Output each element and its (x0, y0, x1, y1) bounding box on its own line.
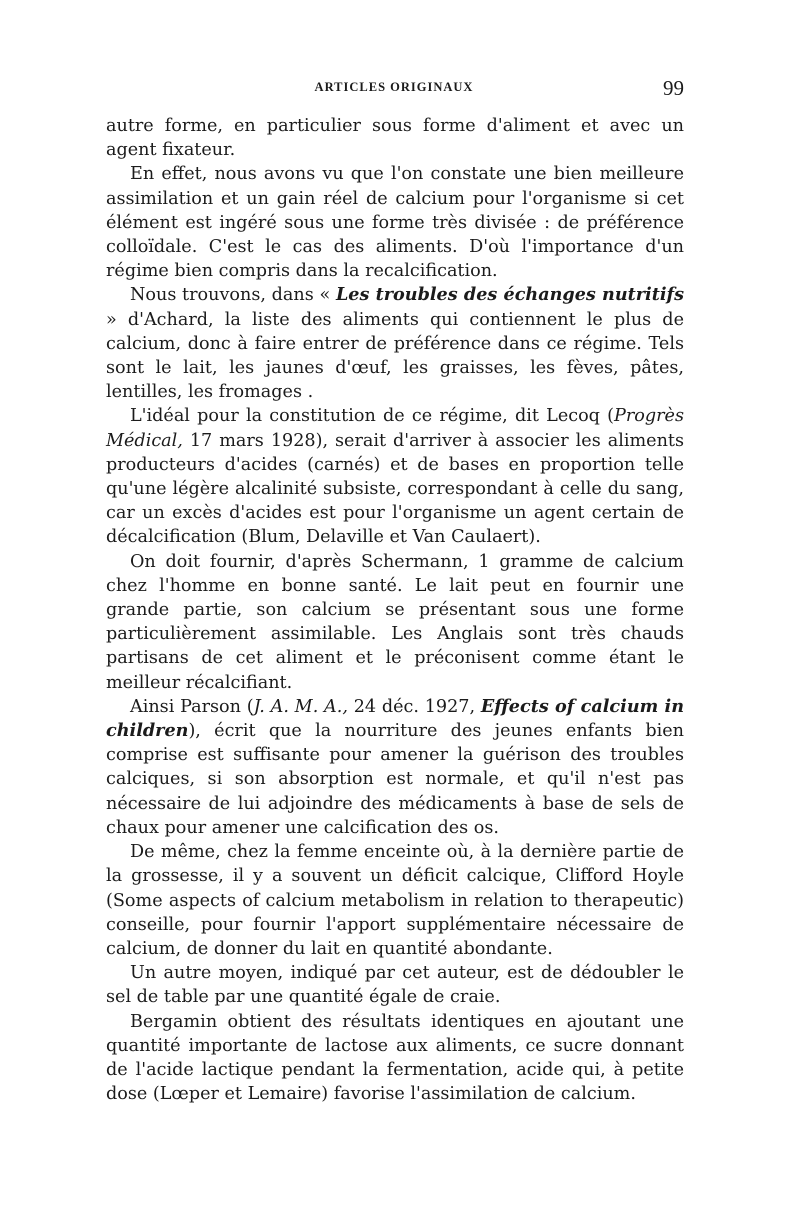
paragraph-5 (106, 550, 684, 695)
paragraph-8-text: Un autre moyen, indiqué par cet auteur, est de dédoubler le sel de table par une quantité égale de craie. (106, 963, 684, 1008)
paragraph-3-pre: Nous trouvons, dans « (130, 285, 336, 306)
paragraph-7 (106, 840, 684, 961)
paragraph-2-text: En effet, nous avons vu que l'on constate une bien meilleure assimilation et un gain réel de calcium pour l'organisme si cet élément est ingéré sous une forme très divisée : de préférence colloïdale. C'est le cas des aliments. D'où l'importance d'un régime bien compris dans la recalcification. (106, 164, 684, 282)
article-body (106, 114, 684, 1106)
paragraph-3-title: Les troubles des échanges nutritifs (335, 284, 684, 306)
paragraph-6-post: ), écrit que la nourriture des jeunes enfants bien comprise est suffisante pour amener la guérison des troubles calciques, si son absorption est normale, et qu'il n'est pas nécessaire de lui adjoindre des médicaments à base de sels de chaux pour amener une calcification des os. (106, 721, 684, 838)
paragraph-6-mid: 24 déc. 1927, (347, 696, 481, 717)
running-title: ARTICLES ORIGINAUX (314, 80, 474, 94)
paragraph-4-pre: L'idéal pour la constitution de ce régime, dit Lecoq ( (130, 406, 615, 427)
paragraph-8 (106, 961, 684, 1009)
paragraph-3 (106, 283, 684, 404)
paragraph-1 (106, 114, 684, 162)
paragraph-5-text: On doit fournir, d'après Schermann, 1 gramme de calcium chez l'homme en bonne santé. Le lait peut en fournir une grande partie, son calcium se présentant sous une forme particulièrement assimilable. Les Anglais sont très chauds partisans de cet aliment et le préconisent comme étant le meilleur récalcifiant. (106, 551, 684, 693)
paragraph-4-post: 17 mars 1928), serait d'arriver à associer les aliments producteurs d'acides (carnés) et de bases en proportion telle qu'une légère alcalinité subsiste, correspondant à celle du sang, car un excès d'acides est pour l'organisme un agent certain de décalcification (Blum, Delaville et Van Caulaert). (106, 430, 684, 548)
paragraph-6-pre: Ainsi Parson ( (130, 696, 254, 717)
paragraph-9-text: Bergamin obtient des résultats identiques en ajoutant une quantité importante de lactose aux aliments, ce sucre donnant de l'acide lactique pendant la fermentation, acide qui, à petite dose (Lœper et Lemaire) favorise l'assimilation de calcium. (106, 1011, 684, 1105)
paragraph-6-journal: J. A. M. A., (253, 696, 348, 717)
paragraph-6-title: Effects of calcium in children (106, 695, 684, 742)
paragraph-4 (106, 404, 684, 549)
paragraph-9 (106, 1010, 684, 1107)
page-number: 99 (663, 76, 684, 100)
running-header (104, 76, 684, 100)
paragraph-2 (106, 162, 684, 283)
paragraph-7-text: De même, chez la femme enceinte où, à la dernière partie de la grossesse, il y a souvent un déficit calcique, Clifford Hoyle (Some aspects of calcium metabolism in relation to therapeutic) conseille, pour fournir l'apport supplémentaire nécessaire de calcium, de donner du lait en quantité abondante. (106, 842, 684, 959)
paragraph-3-post: » d'Achard, la liste des aliments qui contiennent le plus de calcium, donc à faire entrer de préférence dans ce régime. Tels sont le lait, les jaunes d'œuf, les graisses, les fèves, pâtes, lentilles, les fromages . (106, 309, 684, 403)
paragraph-6 (106, 695, 684, 840)
paragraph-4-journal: Progrès Médical, (106, 406, 684, 451)
paragraph-1-text: autre forme, en particulier sous forme d'aliment et avec un agent fixateur. (106, 116, 684, 161)
